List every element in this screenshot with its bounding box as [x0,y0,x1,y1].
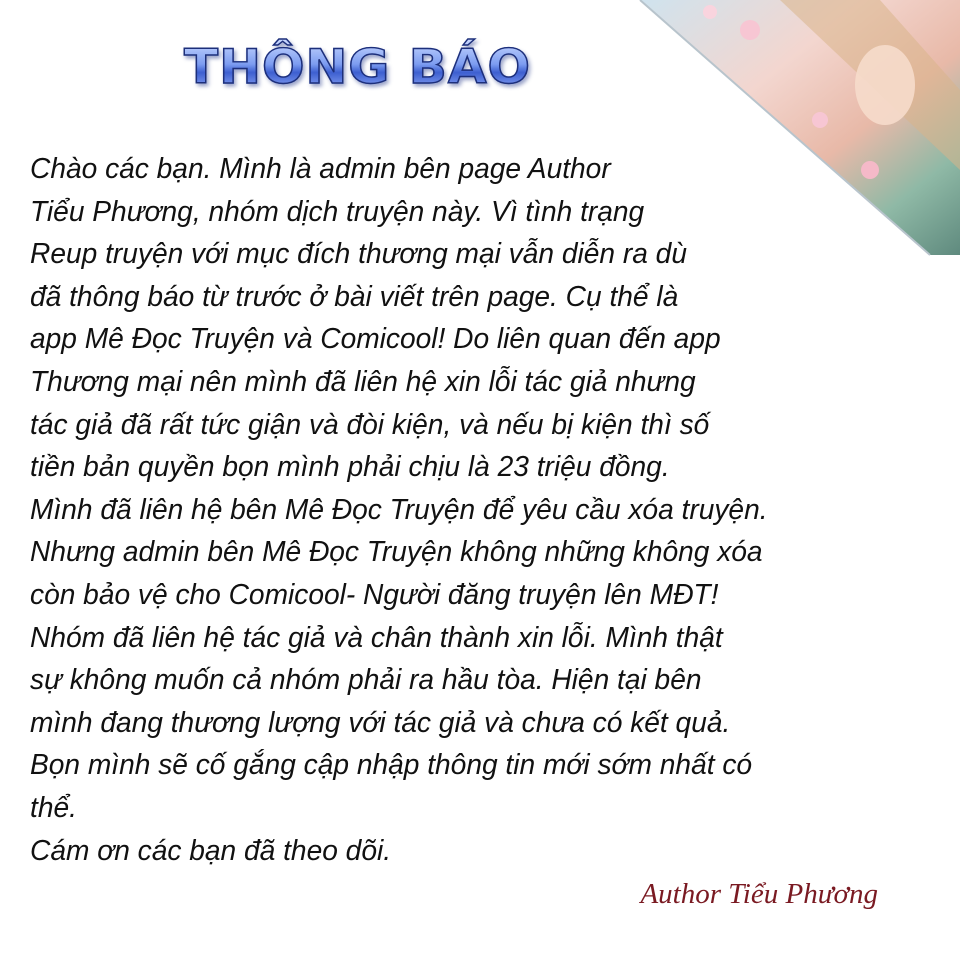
text-line: Cám ơn các bạn đã theo dõi. [30,834,392,867]
text-line: còn bảo vệ cho Comicool- Người đăng truyện lên MĐT! [30,578,719,611]
text-line: Nhóm đã liên hệ tác giả và chân thành xin lỗi. Mình thật [30,621,723,654]
text-line: Nhưng admin bên Mê Đọc Truyện không những không xóa [30,536,763,569]
text-line: app Mê Đọc Truyện và Comicool! Do liên quan đến app [30,323,721,356]
text-line: thể. [30,791,77,824]
text-line: Chào các bạn. Mình là admin bên page Author [30,153,611,185]
text-line: mình đang thương lượng với tác giả và chưa có kết quả. [30,706,731,739]
text-line: Bọn mình sẽ cố gắng cập nhập thông tin mới sớm nhất có [30,749,753,782]
text-line: sự không muốn cả nhóm phải ra hầu tòa. Hiện tại bên [30,664,702,697]
text-line: Tiểu Phương, nhóm dịch truyện này. Vì tình trạng [30,195,645,228]
text-line: tiền bản quyền bọn mình phải chịu là 23 triệu đồng. [30,451,670,484]
text-line: Reup truyện với mục đích thương mại vẫn diễn ra dù [30,238,687,271]
page-title: THÔNG BÁO [184,39,532,95]
notice-body [30,148,930,872]
text-line: tác giả đã rất tức giận và đòi kiện, và nếu bị kiện thì số [30,408,710,441]
text-line: Thương mại nên mình đã liên hệ xin lỗi tác giả nhưng [30,365,696,398]
text-line: Mình đã liên hệ bên Mê Đọc Truyện để yêu cầu xóa truyện. [30,493,768,526]
text-line: đã thông báo từ trước ở bài viết trên page. Cụ thể là [30,280,679,313]
signature: Author Tiểu Phương [640,878,878,910]
